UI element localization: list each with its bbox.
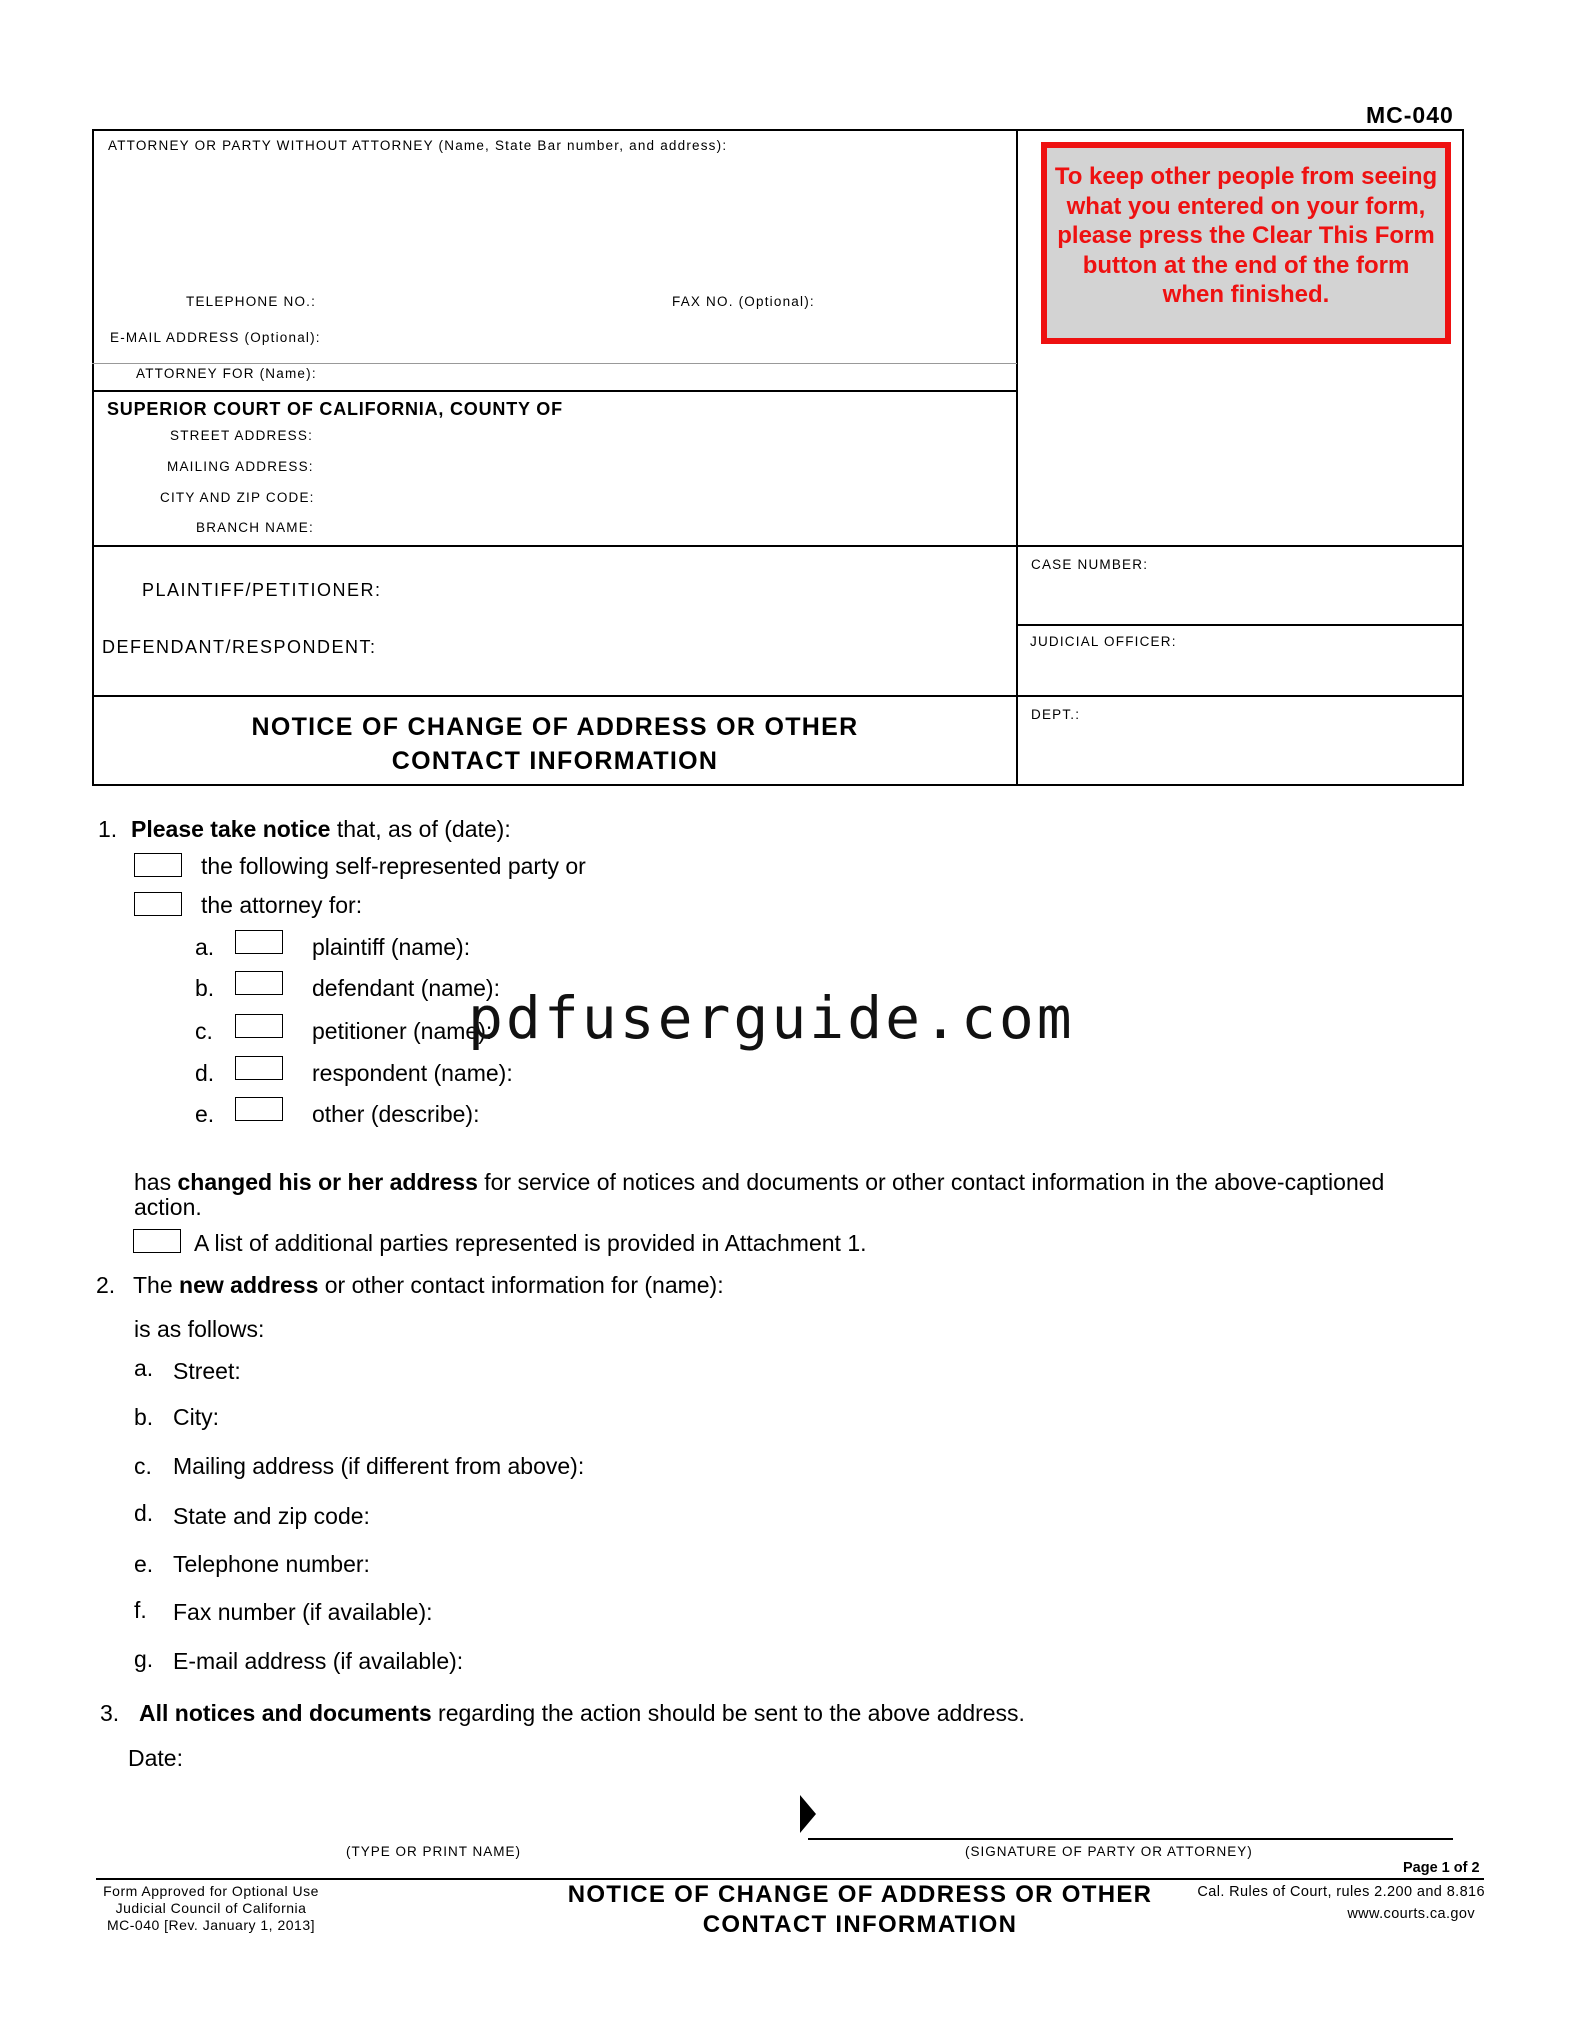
email-address-label: E-mail address (if available): <box>173 1648 464 1674</box>
dept-label: DEPT.: <box>1031 707 1081 722</box>
item3-text <box>139 1700 1025 1727</box>
item2-bold: new address <box>179 1272 319 1298</box>
footer-title-line1: NOTICE OF CHANGE OF ADDRESS OR OTHER <box>567 1881 1153 1908</box>
court-title: SUPERIOR COURT OF CALIFORNIA, COUNTY OF <box>107 399 563 419</box>
item2-follows: is as follows: <box>134 1316 265 1342</box>
signature-arrow-icon <box>798 1795 818 1833</box>
signature-label: (SIGNATURE OF PARTY OR ATTORNEY) <box>965 1844 1253 1859</box>
mailing-letter: c. <box>134 1453 152 1479</box>
state-zip-label: State and zip code: <box>173 1503 370 1529</box>
plaintiff-label: PLAINTIFF/PETITIONER: <box>142 580 382 600</box>
signature-line <box>808 1838 1453 1840</box>
attorney-for-field[interactable] <box>330 360 1010 386</box>
party-e-checkbox[interactable] <box>235 1097 283 1121</box>
attorney-name-field[interactable] <box>106 160 1006 280</box>
date-field[interactable] <box>190 1740 690 1770</box>
city-label: City: <box>173 1404 219 1430</box>
case-number-label: CASE NUMBER: <box>1031 557 1149 572</box>
court-rules: Cal. Rules of Court, rules 2.200 and 8.816 <box>1197 1884 1485 1900</box>
attorney-for-option-label: the attorney for: <box>201 892 363 918</box>
form-title-line2: CONTACT INFORMATION <box>391 747 719 775</box>
form-title-line1: NOTICE OF CHANGE OF ADDRESS OR OTHER <box>251 713 859 741</box>
party-e-label: other (describe): <box>312 1101 480 1127</box>
email-address-field[interactable] <box>475 1642 1455 1672</box>
party-d-label: respondent (name): <box>312 1060 513 1086</box>
changed-post: for service of notices and documents or other contact information in the above-captioned <box>477 1169 1385 1195</box>
party-d-letter: d. <box>195 1060 215 1086</box>
street-field[interactable] <box>260 1352 1455 1382</box>
fax-number-field[interactable] <box>445 1593 1455 1623</box>
defendant-label: DEFENDANT/RESPONDENT: <box>102 637 377 657</box>
mailing-field[interactable] <box>600 1447 1455 1477</box>
fax-field[interactable] <box>820 288 1010 312</box>
plaintiff-field[interactable] <box>390 572 1010 602</box>
self-represented-label: the following self-represented party or <box>201 853 586 879</box>
page-number: Page 1 of 2 <box>1403 1860 1480 1876</box>
print-name-label: (TYPE OR PRINT NAME) <box>346 1844 522 1859</box>
changed-pre: has <box>134 1169 178 1195</box>
mailing-label: Mailing address (if different from above): <box>173 1453 585 1479</box>
state-zip-letter: d. <box>134 1500 154 1526</box>
attorney-for-label: ATTORNEY FOR (Name): <box>136 366 317 381</box>
footer-title-line2: CONTACT INFORMATION <box>702 1911 1018 1938</box>
item1-rest: that, as of (date): <box>330 816 511 842</box>
email-letter: g. <box>134 1646 154 1672</box>
clear-form-notice-text: To keep other people from seeing what you entered on your form, please press the Clear This Form button at the end of the form when finished. <box>1054 163 1438 308</box>
dept-field[interactable] <box>1030 730 1455 778</box>
approved-block <box>96 1883 326 1934</box>
print-name-field[interactable] <box>140 1800 760 1836</box>
approved-line1: Form Approved for Optional Use <box>103 1883 319 1899</box>
telephone-number-field[interactable] <box>385 1545 1455 1575</box>
telephone-label: TELEPHONE NO.: <box>186 294 317 309</box>
fax-number-label: Fax number (if available): <box>173 1599 433 1625</box>
clear-form-notice <box>1041 142 1451 344</box>
form-title <box>94 710 1016 778</box>
branch-name-label: BRANCH NAME: <box>196 520 314 535</box>
item2-post: or other contact information for (name): <box>318 1272 724 1298</box>
state-zip-field[interactable] <box>385 1497 1455 1527</box>
item2-pre: The <box>133 1272 180 1298</box>
item2-name-field[interactable] <box>735 1268 1455 1298</box>
defendant-field[interactable] <box>390 630 1010 660</box>
email-label: E-MAIL ADDRESS (Optional): <box>110 330 321 345</box>
party-b-letter: b. <box>195 975 215 1001</box>
approved-line3: MC-040 [Rev. January 1, 2013] <box>106 1917 315 1933</box>
street-letter: a. <box>134 1355 154 1381</box>
street-address-label: STREET ADDRESS: <box>170 428 314 443</box>
party-d-checkbox[interactable] <box>235 1056 283 1080</box>
item3-bold: All notices and documents <box>139 1700 432 1726</box>
telephone-letter: e. <box>134 1551 154 1577</box>
party-c-letter: c. <box>195 1018 213 1044</box>
telephone-number-label: Telephone number: <box>173 1551 370 1577</box>
party-c-label: petitioner (name): <box>312 1018 493 1044</box>
item1-heading <box>131 816 511 843</box>
city-field[interactable] <box>240 1398 1455 1428</box>
street-label: Street: <box>173 1358 241 1384</box>
item1-date-field[interactable] <box>520 812 1020 842</box>
party-b-label: defendant (name): <box>312 975 500 1001</box>
party-c-checkbox[interactable] <box>235 1014 283 1038</box>
party-b-checkbox[interactable] <box>235 971 283 995</box>
attachment-label: A list of additional parties represented is provided in Attachment 1. <box>194 1230 867 1256</box>
fax-letter: f. <box>134 1597 147 1623</box>
party-a-checkbox[interactable] <box>235 930 283 954</box>
changed-address-text <box>134 1170 1454 1220</box>
mailing-address-label: MAILING ADDRESS: <box>167 459 314 474</box>
form-id: MC-040 <box>1366 102 1454 128</box>
approved-line2: Judicial Council of California <box>115 1900 307 1916</box>
item1-bold: Please take notice <box>131 816 331 842</box>
city-letter: b. <box>134 1404 154 1430</box>
email-field[interactable] <box>330 324 1010 348</box>
date-label: Date: <box>128 1745 183 1771</box>
attorney-for-checkbox[interactable] <box>134 892 182 916</box>
item3-num: 3. <box>100 1700 120 1726</box>
city-zip-label: CITY AND ZIP CODE: <box>160 490 315 505</box>
judicial-officer-field[interactable] <box>1030 656 1455 690</box>
party-a-letter: a. <box>195 934 215 960</box>
signature-field[interactable] <box>820 1800 1450 1836</box>
footer-title <box>550 1880 1170 1940</box>
self-represented-checkbox[interactable] <box>134 853 182 877</box>
watermark: pdfuserguide.com <box>468 984 1075 1052</box>
attachment-checkbox[interactable] <box>133 1229 181 1253</box>
case-number-field[interactable] <box>1030 580 1455 618</box>
item3-rest: regarding the action should be sent to the above address. <box>431 1700 1025 1726</box>
court-fields[interactable] <box>330 422 1010 540</box>
attorney-header: ATTORNEY OR PARTY WITHOUT ATTORNEY (Name, State Bar number, and address): <box>108 138 728 153</box>
courts-url[interactable]: www.courts.ca.gov <box>1347 1906 1475 1922</box>
party-e-letter: e. <box>195 1101 215 1127</box>
item2-heading <box>133 1272 724 1299</box>
changed-bold: changed his or her address <box>177 1169 478 1195</box>
fax-label: FAX NO. (Optional): <box>672 294 815 309</box>
party-a-label: plaintiff (name): <box>312 934 471 960</box>
judicial-officer-label: JUDICIAL OFFICER: <box>1030 634 1177 649</box>
changed-line2: action. <box>134 1194 202 1220</box>
item1-num: 1. <box>98 816 118 842</box>
telephone-field[interactable] <box>330 288 650 312</box>
item2-num: 2. <box>96 1272 116 1298</box>
